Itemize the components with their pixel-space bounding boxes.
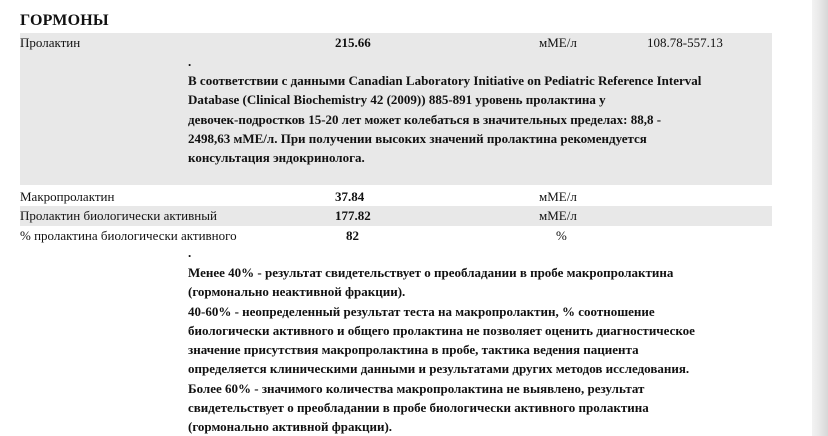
test-value: 82: [346, 228, 359, 243]
note-line: Менее 40% - результат свидетельствует о преобладании в пробе макропролактина: [188, 265, 674, 280]
test-unit: мМЕ/л: [539, 35, 577, 50]
note-line: (гормонально активной фракции).: [188, 419, 393, 435]
note-line: свидетельствует о преобладании в пробе биологически активного пролактина: [188, 400, 649, 416]
note-line: биологически активного и общего пролактина не позволяет оценить диагностическое: [188, 322, 695, 338]
table-row-macroprolactin: [20, 187, 772, 207]
test-name: Пролактин биологически активный: [20, 208, 217, 223]
test-unit: %: [556, 228, 567, 243]
test-name: Пролактин: [20, 35, 81, 50]
note-marker: .: [188, 54, 192, 69]
test-unit: мМЕ/л: [539, 208, 577, 223]
note-line: Database (Clinical Biochemistry 42 (2009)) 885-891 уровень пролактина у: [188, 92, 606, 108]
table-row-prolactin: [20, 33, 772, 53]
note-line: 2498,63 мМЕ/л. При получении высоких значений пролактина рекомендуется: [188, 130, 647, 146]
scroll-edge: [812, 0, 828, 436]
test-value: 177.82: [335, 208, 371, 223]
test-value: 215.66: [335, 35, 371, 50]
note-marker: .: [188, 245, 192, 260]
percent-note: [188, 263, 778, 436]
note-line: определяется клиническими данными и результатами других методов исследования.: [188, 361, 690, 377]
test-value: 37.84: [335, 189, 365, 204]
section-title: ГОРМОНЫ: [20, 12, 109, 29]
note-line: Более 60% - значимого количества макропролактина не выявлено, результат: [188, 380, 645, 396]
note-line: (гормонально неактивной фракции).: [188, 284, 406, 300]
note-line: 40-60% - неопределенный результат теста на макропролактин, % соотношение: [188, 303, 655, 319]
note-line: значение присутствия макропролактина в пробе, тактика ведения пациента: [188, 342, 639, 358]
test-name: Макропролактин: [20, 189, 115, 204]
note-line: В соответствии с данными Canadian Laboratory Initiative on Pediatric Reference Interval: [188, 73, 702, 88]
prolactin-note: [188, 71, 778, 167]
note-line: консультация эндокринолога.: [188, 150, 365, 166]
table-row-active-percent: [20, 226, 772, 246]
test-name: % пролактина биологически активного: [20, 228, 237, 243]
table-row-active-prolactin: [20, 206, 772, 226]
test-unit: мМЕ/л: [539, 189, 577, 204]
note-line: девочек-подростков 15-20 лет может колебаться в значительных пределах: 88,8 -: [188, 111, 662, 127]
reference-range: 108.78-557.13: [647, 35, 723, 50]
